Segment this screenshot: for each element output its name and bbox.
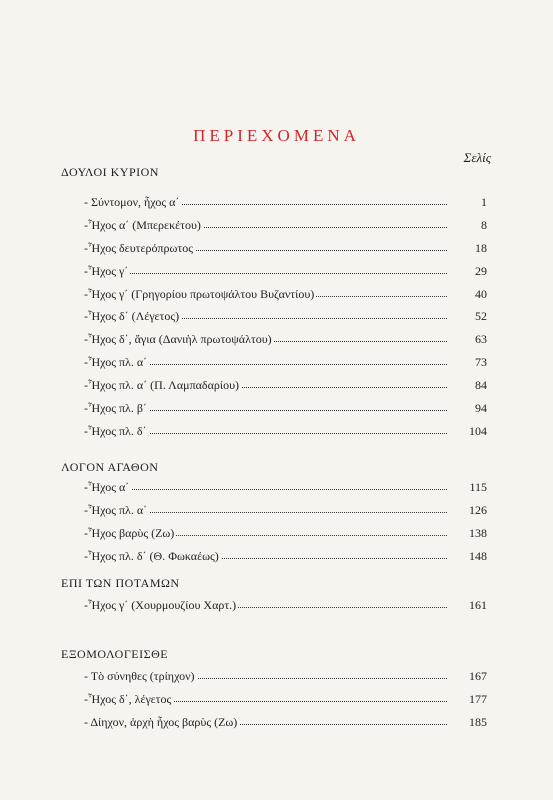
entry-page: 73 [472, 355, 487, 369]
entry-label: - Σύντομον, ἦχος α΄ [84, 195, 180, 209]
entry-label: -Ἦχος δ΄, ἄγια (Δανιὴλ πρωτοψάλτου) [84, 332, 272, 347]
entry-label: -Ἦχος α΄ (Μπερεκέτου) [84, 217, 201, 232]
entry-label: -Ἦχος δ΄ (Λέγετος) [84, 309, 180, 324]
entry-page: 8 [478, 218, 487, 232]
toc-entry[interactable] [84, 526, 487, 549]
entry-label: - Τὸ σύνηθες (τρίηχον) [84, 669, 195, 683]
entry-page: 84 [472, 378, 487, 392]
entry-page: 115 [466, 480, 487, 494]
entry-label: -Ἦχος γ΄ (Χουρμουζίου Χαρτ.) [84, 598, 237, 612]
section-title: ΔΟΥΛΟΙ ΚΥΡΙΟΝ [61, 165, 159, 179]
toc-entry[interactable] [84, 355, 487, 378]
entry-label: -Ἦχος γ΄ [84, 263, 129, 278]
entry-page: 18 [472, 241, 487, 255]
entry-page: 104 [466, 424, 487, 438]
section-title: ΕΠΙ ΤΩΝ ΠΟΤΑΜΩΝ [61, 576, 180, 590]
toc-entry[interactable] [84, 715, 487, 738]
toc-entry[interactable] [84, 332, 487, 355]
entry-label: -Ἦχος βαρὺς (Ζω) [84, 525, 175, 540]
toc-entry[interactable] [84, 401, 487, 424]
entry-page: 138 [466, 526, 487, 540]
toc-entry[interactable] [84, 309, 487, 332]
leader-dots [84, 489, 447, 490]
section-entries [84, 669, 487, 738]
entry-page: 126 [466, 503, 487, 517]
entry-label: -Ἦχος πλ. α΄ [84, 355, 148, 370]
section-entries [84, 195, 487, 447]
entry-page: 94 [472, 401, 487, 415]
entry-label: -Ἦχος πλ. β΄ [84, 401, 147, 416]
toc-entry[interactable] [84, 503, 487, 526]
section-entries [84, 598, 487, 621]
toc-entry[interactable] [84, 287, 487, 310]
entry-label: -Ἦχος γ΄ (Γρηγορίου πρωτοψάλτου Βυζαντίου) [84, 286, 315, 301]
page-column-label: Σελίς [463, 150, 491, 165]
entry-page: 52 [472, 309, 487, 323]
entry-label: -Ἦχος πλ. α΄ (Π. Λαμπαδαρίου) [84, 378, 240, 393]
entry-page: 161 [466, 598, 487, 612]
toc-entry[interactable] [84, 195, 487, 218]
entry-label: -Ἦχος πλ. δ΄ (Θ. Φωκαέως) [84, 548, 219, 563]
section-title: ΛΟΓΟΝ ΑΓΑΘΟΝ [61, 460, 159, 474]
toc-entry[interactable] [84, 264, 487, 287]
toc-entry[interactable] [84, 424, 487, 447]
toc-title: ΠΕΡΙΕΧΟΜΕΝΑ [193, 126, 360, 145]
entry-label: -Ἦχος α΄ [84, 480, 130, 494]
entry-page: 63 [472, 332, 487, 346]
toc-entry[interactable] [84, 598, 487, 621]
entry-page: 29 [472, 264, 487, 278]
entry-page: 167 [466, 669, 487, 683]
toc-entry[interactable] [84, 378, 487, 401]
section-title: ΕΞΟΜΟΛΟΓΕΙΣΘΕ [61, 647, 169, 661]
toc-entry[interactable] [84, 669, 487, 692]
entry-page: 1 [478, 195, 487, 209]
entry-label: - Δίηχον, ἀρχὴ ἦχος βαρὺς (Ζω) [84, 714, 238, 729]
entry-page: 148 [466, 549, 487, 563]
toc-entry[interactable] [84, 218, 487, 241]
toc-entry[interactable] [84, 549, 487, 572]
leader-dots [84, 273, 447, 274]
entry-label: -Ἦχος δευτερόπρωτος [84, 240, 194, 255]
toc-entry[interactable] [84, 692, 487, 715]
entry-page: 185 [466, 715, 487, 729]
entry-label: -Ἦχος πλ. δ΄ [84, 423, 147, 438]
entry-page: 40 [472, 287, 487, 301]
entry-label: -Ἦχος πλ. α΄ [84, 502, 148, 517]
entry-page: 177 [466, 692, 487, 706]
section-entries [84, 480, 487, 572]
toc-entry[interactable] [84, 241, 487, 264]
toc-entry[interactable] [84, 480, 487, 503]
entry-label: -Ἦχος δ΄, λέγετος [84, 691, 172, 706]
